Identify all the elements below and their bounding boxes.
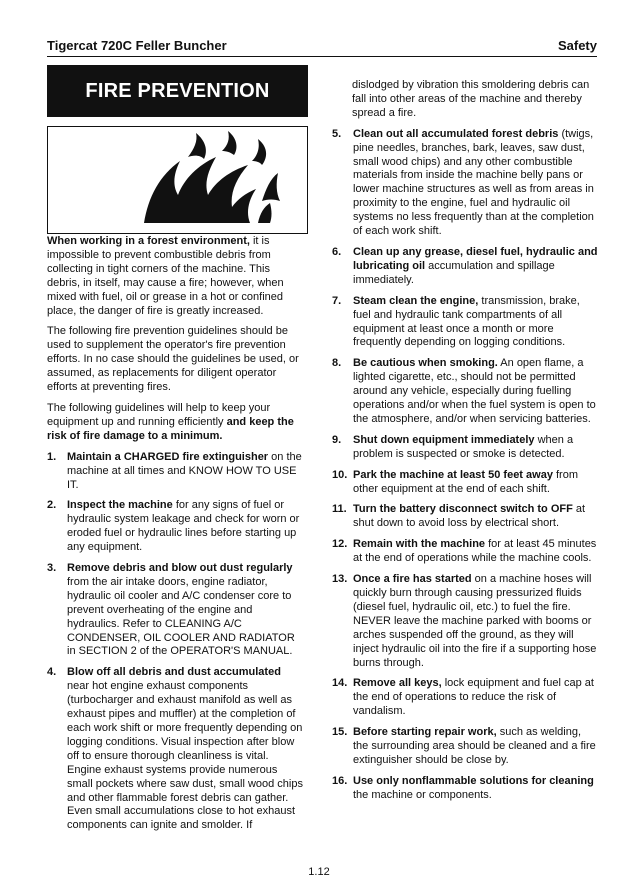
item-4-continuation: dislodged by vibration this smoldering debris can fall into other areas of the machine and thereby spread a fire. [352, 79, 590, 119]
guideline-item: 8. Be cautious when smoking. An open flame, a lighted cigarette, etc., should not be permitted around any vehicle, especially during fuelling operations and/or when the fuel system is open to the atmosphere, and/or when servicing batteries. [332, 357, 596, 425]
guidelines-list-right [332, 128, 598, 803]
guideline-item: 5. Clean out all accumulated forest debris (twigs, pine needles, branches, bark, leaves, saw dust, small wood chips) and any other combustible materials from inside the machine belly pans or lower machine structures as well as from areas in proximity to the engine, fuel and hydraulic oil systems no less frequently than at the completion of each work shift. [332, 127, 594, 238]
guideline-item: 13. Once a fire has started on a machine hoses will quickly burn through causing pressurized fluids (diesel fuel, hydraulic oil, etc.) to fuel the fire. NEVER leave the machine parked with booms or arches suspended off the ground, as they will inject hydraulic oil into the fire if a supporting hose burns through. [332, 573, 597, 669]
fire-prevention-banner: FIRE PREVENTION [47, 65, 308, 117]
guideline-item: 12. Remain with the machine for at least 45 minutes at the end of operations while the machine cools. [332, 538, 597, 565]
guideline-item: 10. Park the machine at least 50 feet away from other equipment at the end of each shift. [332, 468, 578, 495]
header-rule [47, 56, 597, 57]
intro-paragraph-1: When working in a forest environment, it is impossible to prevent combustible debris from collecting in tight corners of the machine. This debris, in itself, may cause a fire; however, when mixed with fuel, oil or grease in a hot or confined place, the danger of fire is greatly increased. [47, 235, 284, 317]
fire-icon [48, 127, 307, 233]
intro-paragraph-2: The following fire prevention guidelines should be used to supplement the operator's fire prevention efforts. In no case should the guidelines be used, or assumed, as replacements for diligent operator efforts at preventing fires. [47, 325, 299, 394]
page-number: 1.12 [308, 866, 330, 878]
left-column [47, 235, 305, 840]
page-header [47, 38, 597, 54]
guideline-item: 3. Remove debris and blow out dust regularly from the air intake doors, engine radiator, hydraulic oil cooler and A/C condenser core to prevent overheating of the engine and hydraulics. Refer to CLEANING A/C CONDENSER, OIL COOLER AND RADIATOR in SECTION 2 of the OPERATOR'S MANUAL. [47, 562, 295, 658]
guideline-item: 7. Steam clean the engine, transmission, brake, fuel and hydraulic tank compartments of all equipment at least once a month or more frequently depending on logging conditions. [332, 294, 580, 349]
guideline-item: 16. Use only nonflammable solutions for cleaning the machine or components. [332, 774, 594, 801]
guidelines-list-left [47, 451, 305, 834]
section-name: Safety [557, 38, 597, 53]
guideline-item: 11. Turn the battery disconnect switch to OFF at shut down to avoid loss by electrical short. [332, 503, 586, 530]
guideline-item: 14. Remove all keys, lock equipment and fuel cap at the end of operations to reduce the risk of vandalism. [332, 677, 594, 718]
fire-graphic [47, 126, 308, 234]
guideline-item: 1. Maintain a CHARGED fire extinguisher on the machine at all times and KNOW HOW TO USE IT. [47, 450, 302, 491]
guideline-item: 15. Before starting repair work, such as welding, the surrounding area should be cleaned and a fire extinguisher should be close by. [332, 726, 596, 766]
guideline-item: 2. Inspect the machine for any signs of fuel or hydraulic system leakage and check for worn or eroded fuel or hydraulic lines before starting up any equipment. [47, 499, 300, 554]
guideline-item: 6. Clean up any grease, diesel fuel, hydraulic and lubricating oil accumulation and spillage immediately. [332, 245, 598, 286]
intro-paragraph-3: The following guidelines will help to keep your equipment up and running efficiently and keep the risk of fire damage to a minimum. [47, 401, 294, 442]
guideline-item: 9. Shut down equipment immediately when a problem is suspected or smoke is detected. [332, 433, 574, 460]
guideline-item: 4. Blow off all debris and dust accumulated near hot engine exhaust components (turbocharger and exhaust manifold as well as exhaust pipes and muffler) at the completion of each work shift or more frequently depending on logging conditions. Visual inspection after blow off to ensure thorough cleanliness is vital. Engine exhaust systems provide numerous small pockets where saw dust, small wood chips and other flammable forest debris can gather. Even small accumulations close to hot exhaust components can ignite and smolder. If [47, 666, 303, 832]
document-title: Tigercat 720C Feller Buncher [47, 38, 227, 53]
right-column [332, 79, 598, 810]
